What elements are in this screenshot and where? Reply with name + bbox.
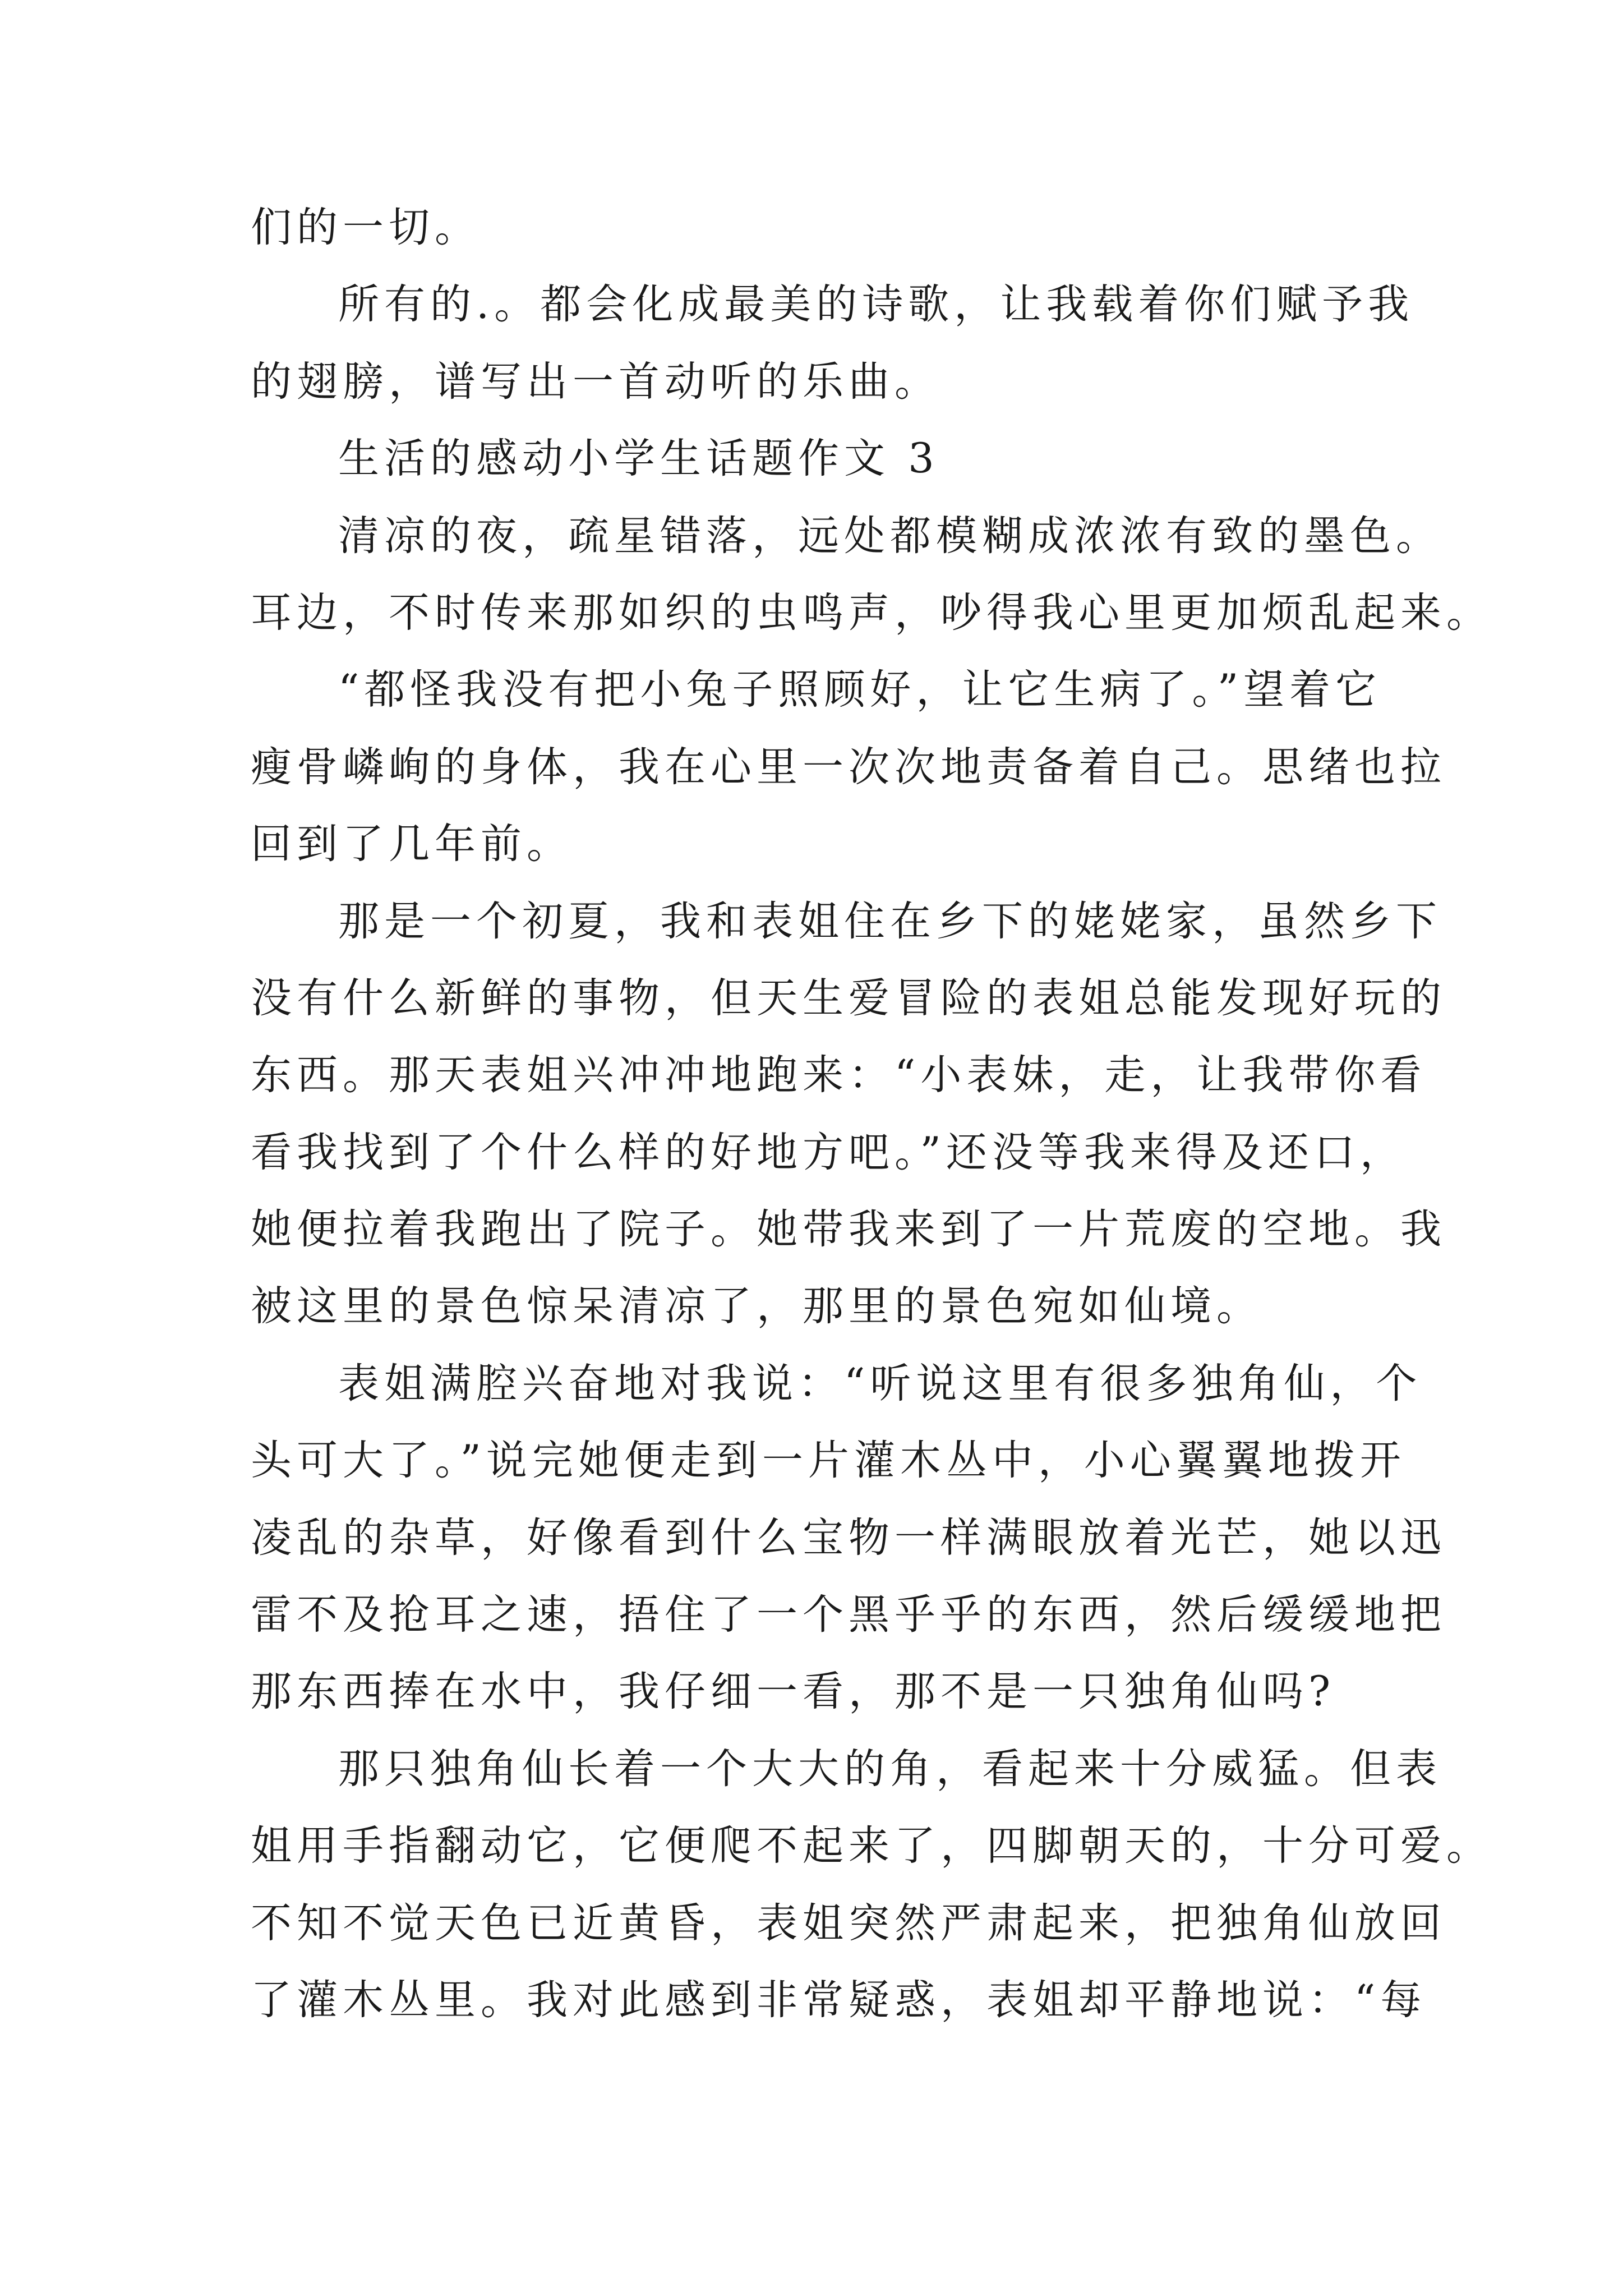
text-line: 头可大了。”说完她便走到一片灌木丛中，小心翼翼地拨开 <box>251 1437 1406 1485</box>
section-heading: 生活的感动小学生话题作文 3 <box>338 435 939 483</box>
text-line: 东西。那天表姐兴冲冲地跑来：“小表妹，走，让我带你看 <box>251 1051 1427 1099</box>
text-line: 没有什么新鲜的事物，但天生爱冒险的表姐总能发现好玩的 <box>251 974 1446 1022</box>
text-line: 她便拉着我跑出了院子。她带我来到了一片荒废的空地。我 <box>251 1205 1446 1254</box>
text-line: 那东西捧在水中，我仔细一看，那不是一只独角仙吗? <box>251 1668 1336 1716</box>
text-line: 表姐满腔兴奋地对我说：“听说这里有很多独角仙，个 <box>338 1359 1422 1407</box>
text-line: 雷不及抢耳之速，捂住了一个黑乎乎的东西，然后缓缓地把 <box>251 1591 1446 1639</box>
text-line: 们的一切。 <box>251 204 481 251</box>
body-text <box>251 189 1492 2039</box>
text-line: 瘦骨嶙峋的身体，我在心里一次次地责备着自己。思绪也拉 <box>251 743 1446 791</box>
text-line: “都怪我没有把小兔子照顾好，让它生病了。”望着它 <box>338 666 1382 714</box>
text-line: 凌乱的杂草，好像看到什么宝物一样满眼放着光芒，她以迅 <box>251 1513 1446 1562</box>
text-line: 那是一个初夏，我和表姐住在乡下的姥姥家，虽然乡下 <box>338 897 1442 945</box>
text-line: 不知不觉天色已近黄昏，表姐突然严肃起来，把独角仙放回 <box>251 1899 1446 1947</box>
text-line: 姐用手指翻动它，它便爬不起来了，四脚朝天的，十分可爱。 <box>251 1822 1492 1870</box>
text-line: 的翅膀，谱写出一首动听的乐曲。 <box>251 357 940 406</box>
text-line: 看我找到了个什么样的好地方吧。”还没等我来得及还口， <box>251 1128 1406 1176</box>
text-line: 那只独角仙长着一个大大的角，看起来十分威猛。但表 <box>338 1745 1442 1793</box>
text-line: 清凉的夜，疏星错落，远处都模糊成浓浓有致的墨色。 <box>338 512 1442 560</box>
text-line: 耳边，不时传来那如织的虫鸣声，吵得我心里更加烦乱起来。 <box>251 588 1492 637</box>
text-line: 被这里的景色惊呆清凉了，那里的景色宛如仙境。 <box>251 1282 1262 1331</box>
text-line: 了灌木丛里。我对此感到非常疑惑，表姐却平静地说：“每 <box>251 1976 1427 2024</box>
text-line: 所有的.。都会化成最美的诗歌，让我载着你们赋予我 <box>338 280 1414 329</box>
text-line: 回到了几年前。 <box>251 820 573 868</box>
